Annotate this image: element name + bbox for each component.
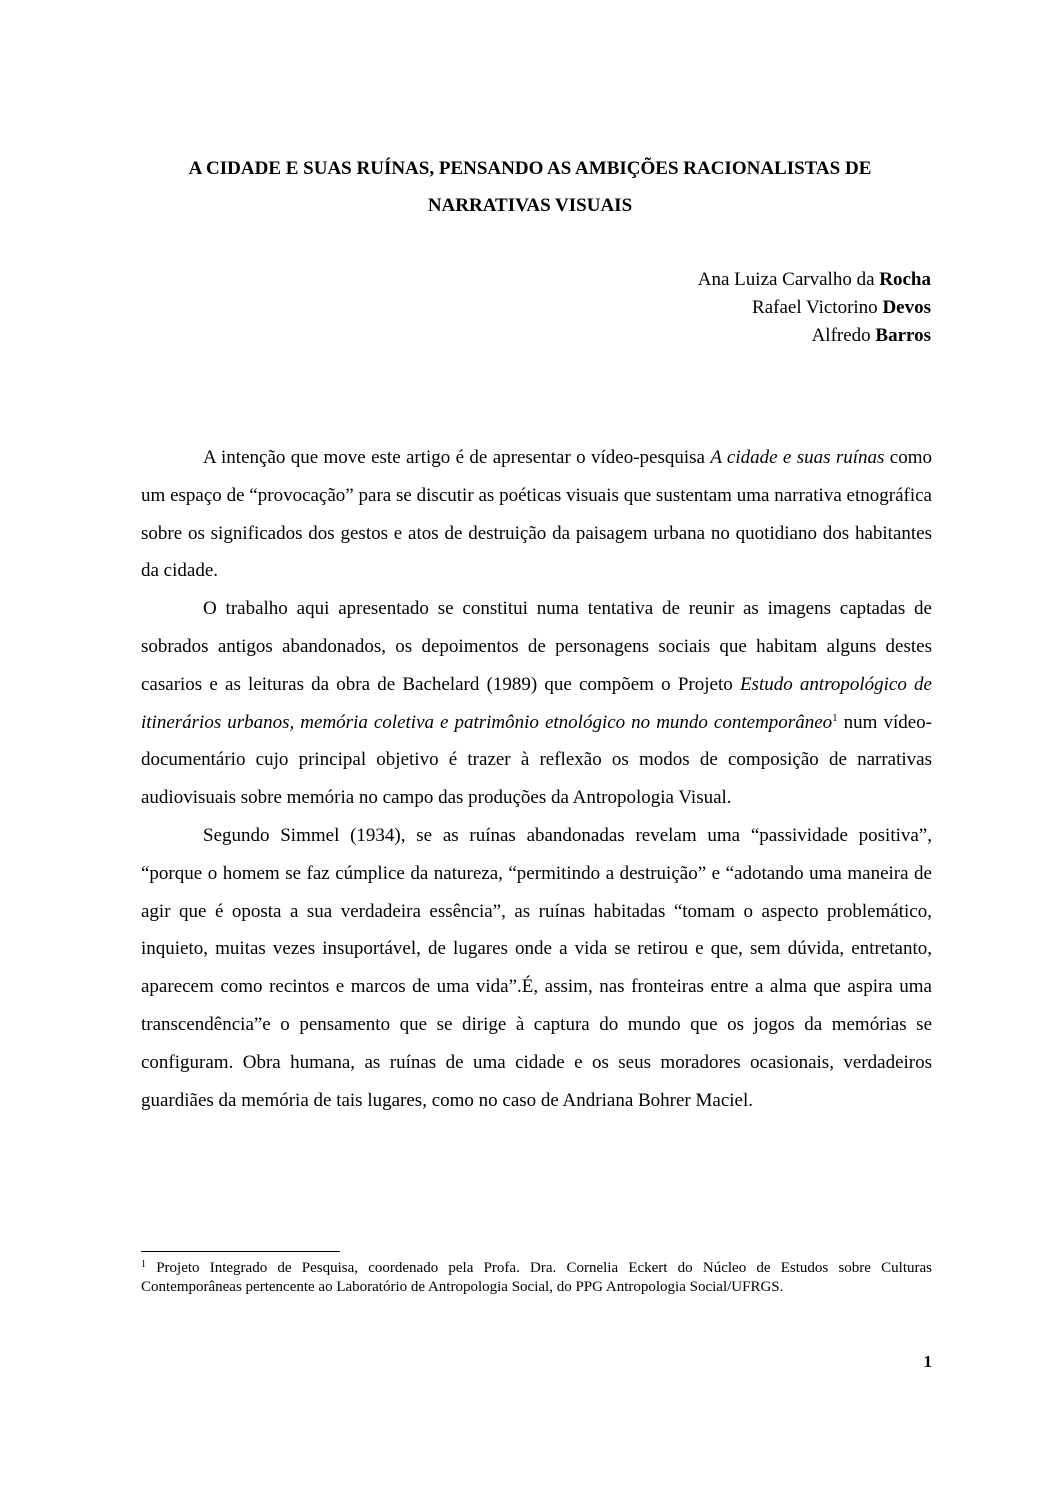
author-given-name: Rafael Victorino bbox=[752, 297, 878, 318]
author-surname: Rocha bbox=[879, 269, 931, 290]
author-devos bbox=[698, 294, 931, 322]
paragraph-2 bbox=[141, 590, 932, 817]
project-title: Estudo antropológico de itinerários urbanos, memória coletiva e patrimônio etnológico no mundo contemporâneo bbox=[141, 673, 932, 733]
author-rocha bbox=[698, 266, 931, 294]
paper-title: A CIDADE E SUAS RUÍNAS, PENSANDO AS AMBIÇÕES RACIONALISTAS DE NARRATIVAS VISUAIS bbox=[188, 158, 872, 216]
footnote-text: Projeto Integrado de Pesquisa, coordenado pela Profa. Dra. Cornelia Eckert do Núcleo de Estudos sobre Culturas Contemporâneas pertencente ao Laboratório de Antropologia Social, do PPG Antropologia Social/UFRGS. bbox=[141, 1260, 932, 1295]
footnote-reference: 1 bbox=[832, 711, 838, 724]
author-surname: Devos bbox=[882, 297, 931, 318]
paragraph-2-text: O trabalho aqui apresentado se constitui numa tentativa de reunir as imagens captadas de sobrados antigos abandonados, os depoimentos de personagens sociais que habitam alguns destes casarios e as leituras da obra de Bachelard (1989) que compõem o Projeto bbox=[141, 598, 932, 695]
video-title: A cidade e suas ruínas bbox=[710, 447, 885, 468]
author-surname: Barros bbox=[875, 325, 931, 346]
paragraph-3: Segundo Simmel (1934), se as ruínas abandonadas revelam uma “passividade positiva”, “porque o homem se faz cúmplice da natureza, “permitindo a destruição” e “adotando uma maneira de agir que é oposta a sua verdadeira essência”, as ruínas habitadas “tomam o aspecto problemático, inquieto, muitas vezes insuportável, de lugares onde a vida se retirou e que, sem dúvida, entretanto, aparecem como recintos e marcos de uma vida”.É, assim, nas fronteiras entre a alma que aspira uma transcendência”e o pensamento que se dirige à captura do mundo que os jogos da memórias se configuram. Obra humana, as ruínas de uma cidade e os seus moradores ocasionais, verdadeiros guardiães da memória de tais lugares, como no caso de Andriana Bohrer Maciel. bbox=[141, 824, 932, 1111]
author-list bbox=[698, 266, 931, 350]
paragraph-1-text-cont: como um espaço de “provocação” para se discutir as poéticas visuais que sustentam uma narrativa etnográfica sobre os significados dos gestos e atos de destruição da paisagem urbana no quotidiano dos habitantes da cidade. bbox=[141, 447, 932, 582]
footnote-marker: 1 bbox=[141, 1259, 146, 1270]
author-given-name: Ana Luiza Carvalho da bbox=[697, 269, 875, 290]
footnote-separator bbox=[141, 1251, 340, 1252]
paragraph-2-text-cont: num vídeo-documentário cujo principal objetivo é trazer à reflexão os modos de composição de narrativas audiovisuais sobre memória no campo das produções da Antropologia Visual. bbox=[141, 711, 932, 809]
author-barros bbox=[698, 322, 931, 350]
paragraph-1 bbox=[141, 439, 932, 590]
body-text bbox=[141, 439, 932, 1119]
page-number: 1 bbox=[923, 1352, 932, 1371]
footnote bbox=[141, 1259, 932, 1297]
author-given-name: Alfredo bbox=[811, 325, 871, 346]
paragraph-1-text: A intenção que move este artigo é de apresentar o vídeo-pesquisa bbox=[203, 447, 711, 468]
